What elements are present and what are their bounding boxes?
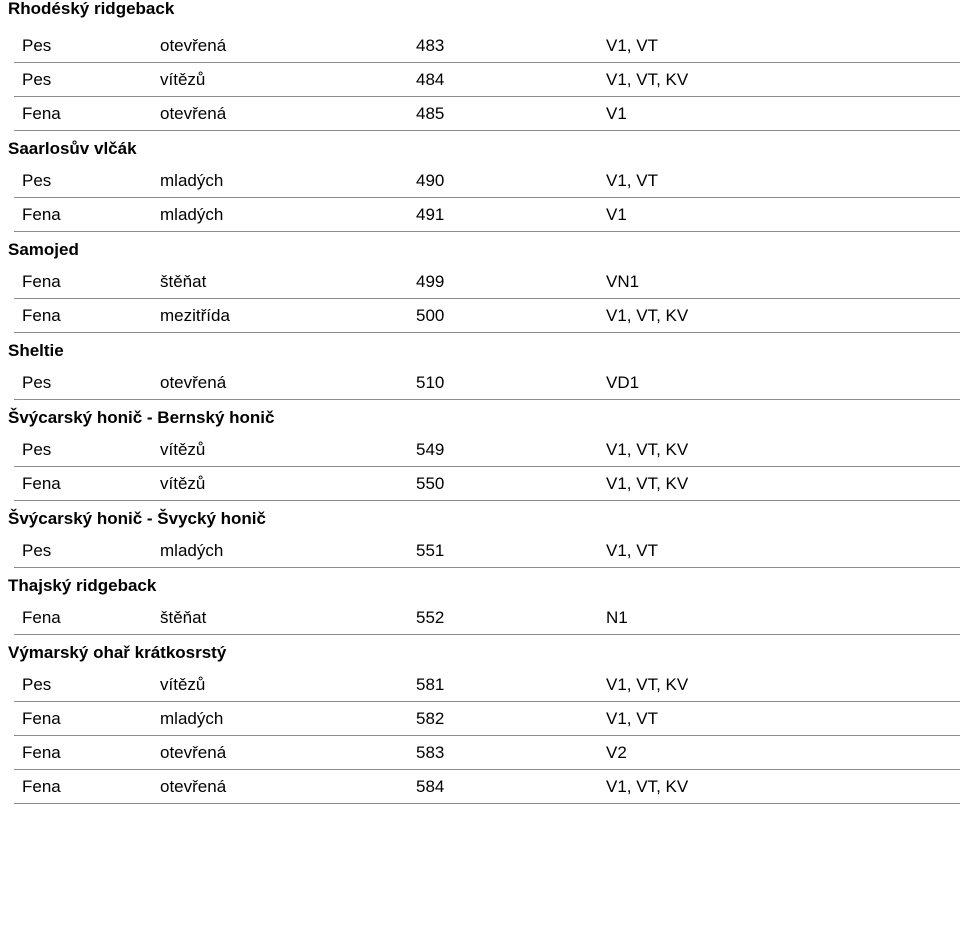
breed-heading: Švýcarský honič - Švycký honič: [8, 509, 266, 528]
catalog-number-cell: 484: [416, 70, 445, 89]
result-row: [14, 97, 960, 131]
class-cell: otevřená: [160, 104, 227, 123]
result-cell: V1: [606, 104, 627, 123]
sex-cell: Fena: [22, 474, 61, 493]
class-cell: otevřená: [160, 373, 227, 392]
breed-heading: Sheltie: [8, 341, 64, 360]
catalog-number-cell: 549: [416, 440, 445, 459]
result-cell: VD1: [606, 373, 640, 392]
result-cell: V1, VT, KV: [606, 306, 689, 325]
result-cell: V1, VT: [606, 541, 658, 560]
class-cell: mezitřída: [160, 306, 230, 325]
catalog-number-cell: 500: [416, 306, 445, 325]
sex-cell: Fena: [22, 104, 61, 123]
sex-cell: Fena: [22, 205, 61, 224]
class-cell: mladých: [160, 171, 224, 190]
class-cell: vítězů: [160, 675, 206, 694]
result-row: [14, 366, 960, 400]
class-cell: mladých: [160, 709, 224, 728]
result-cell: VN1: [606, 272, 640, 291]
result-row: [14, 534, 960, 568]
class-cell: otevřená: [160, 36, 227, 55]
result-row: [14, 198, 960, 232]
catalog-number-cell: 583: [416, 743, 445, 762]
catalog-number-cell: 550: [416, 474, 445, 493]
class-cell: štěňat: [160, 272, 207, 291]
result-row: [14, 433, 960, 467]
result-cell: V1, VT, KV: [606, 675, 689, 694]
sex-cell: Pes: [22, 440, 52, 459]
result-row: [14, 770, 960, 804]
breed-heading: Saarlosův vlčák: [8, 139, 137, 158]
result-cell: V1, VT: [606, 36, 658, 55]
catalog-number-cell: 581: [416, 675, 445, 694]
sex-cell: Fena: [22, 272, 61, 291]
result-row: [14, 63, 960, 97]
class-cell: štěňat: [160, 608, 207, 627]
result-row: [14, 29, 960, 63]
catalog-number-cell: 491: [416, 205, 445, 224]
catalog-number-cell: 499: [416, 272, 445, 291]
sex-cell: Pes: [22, 373, 52, 392]
result-row: [14, 601, 960, 635]
breed-heading: Thajský ridgeback: [8, 576, 157, 595]
catalog-number-cell: 510: [416, 373, 445, 392]
result-row: [14, 467, 960, 501]
catalog-number-cell: 582: [416, 709, 445, 728]
sex-cell: Pes: [22, 36, 52, 55]
sex-cell: Pes: [22, 70, 52, 89]
catalog-number-cell: 552: [416, 608, 445, 627]
breed-heading: Samojed: [8, 240, 79, 259]
result-row: [14, 668, 960, 702]
class-cell: vítězů: [160, 440, 206, 459]
catalog-number-cell: 584: [416, 777, 445, 796]
sex-cell: Fena: [22, 306, 61, 325]
catalog-number-cell: 490: [416, 171, 445, 190]
sex-cell: Fena: [22, 709, 61, 728]
catalog-number-cell: 483: [416, 36, 445, 55]
class-cell: mladých: [160, 541, 224, 560]
sex-cell: Pes: [22, 675, 52, 694]
sex-cell: Pes: [22, 541, 52, 560]
class-cell: vítězů: [160, 70, 206, 89]
result-cell: V1, VT, KV: [606, 440, 689, 459]
result-cell: V1, VT, KV: [606, 70, 689, 89]
result-cell: V2: [606, 743, 627, 762]
result-row: [14, 265, 960, 299]
result-row: [14, 702, 960, 736]
result-cell: N1: [606, 608, 628, 627]
sex-cell: Fena: [22, 743, 61, 762]
catalog-number-cell: 551: [416, 541, 445, 560]
sex-cell: Fena: [22, 608, 61, 627]
class-cell: otevřená: [160, 743, 227, 762]
class-cell: vítězů: [160, 474, 206, 493]
breed-heading: Rhodéský ridgeback: [8, 0, 175, 18]
result-row: [14, 299, 960, 333]
sex-cell: Pes: [22, 171, 52, 190]
result-cell: V1, VT, KV: [606, 474, 689, 493]
sex-cell: Fena: [22, 777, 61, 796]
result-cell: V1, VT: [606, 709, 658, 728]
class-cell: mladých: [160, 205, 224, 224]
result-cell: V1: [606, 205, 627, 224]
class-cell: otevřená: [160, 777, 227, 796]
result-cell: V1, VT: [606, 171, 658, 190]
result-row: [14, 164, 960, 198]
breed-heading: Výmarský ohař krátkosrstý: [8, 643, 227, 662]
catalog-number-cell: 485: [416, 104, 445, 123]
breed-heading: Švýcarský honič - Bernský honič: [8, 408, 275, 427]
result-cell: V1, VT, KV: [606, 777, 689, 796]
result-row: [14, 736, 960, 770]
